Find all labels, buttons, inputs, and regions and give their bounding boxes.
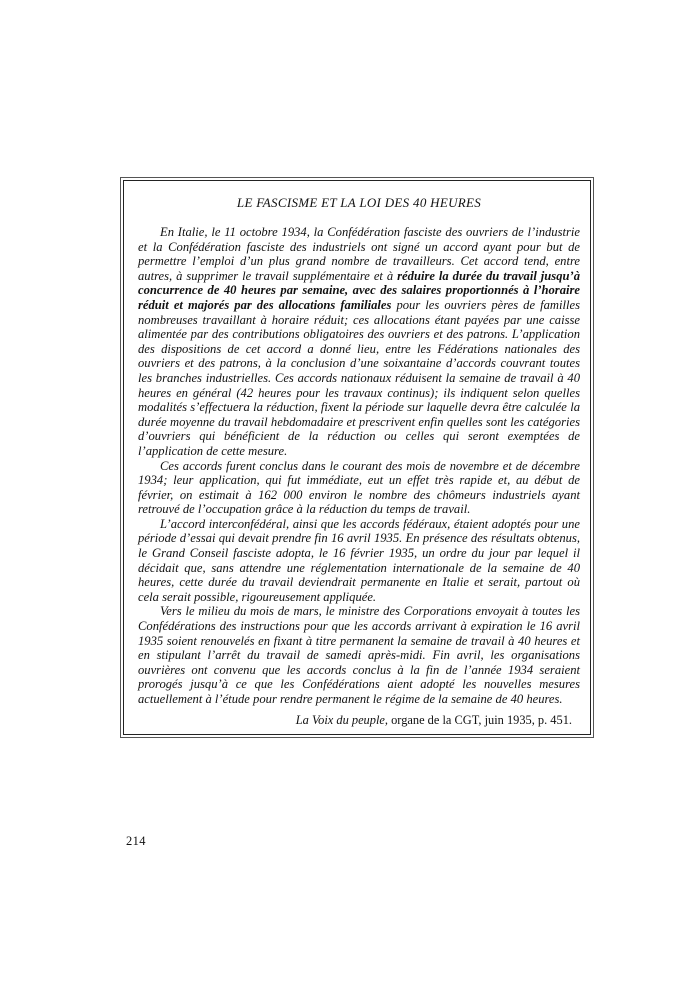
- paragraph-2: Ces accords furent conclus dans le courant des mois de novembre et de décembre 1934; leur application, qui fut immédiate, eut un effet très rapide et, au début de février, on estimait à 162 000 environ le nombre des chômeurs industriels ayant retrouvé de l’occupation grâce à la réduction du temps de travail.: [138, 458, 580, 517]
- source-details: organe de la CGT, juin 1935, p. 451.: [388, 712, 572, 727]
- paragraph-1: [138, 225, 580, 459]
- box-title: LE FASCISME ET LA LOI DES 40 HEURES: [236, 195, 482, 210]
- source-publication: La Voix du peuple,: [295, 712, 388, 727]
- quotation-box: [123, 180, 591, 735]
- paragraph-1-bold-text: réduire la durée du travail jusqu’à concurrence de 40 heures par semaine, avec des salaires proportionnés à l’horaire réduit et majorés par des allocations familiales: [138, 268, 580, 312]
- source-citation: [138, 713, 580, 728]
- box-body: [138, 225, 580, 707]
- paragraph-1-text-a: En Italie, le 11 octobre 1934, la Confédération fasciste des ouvriers de l’industrie et la Confédération fasciste des industriels ont signé un accord ayant pour but de permettre l’emploi d’un plus grand nombre de travailleurs. Cet accord tend, entre autres, à supprimer le travail supplémentaire et à: [138, 225, 580, 283]
- paragraph-4: Vers le milieu du mois de mars, le ministre des Corporations envoyait à toutes les Confédérations des instructions pour que les accords arrivant à expiration le 16 avril 1935 soient renouvelés en fixant à titre permanent la semaine de travail à 40 heures et en stipulant l’arrêt du travail de samedi après-midi. Fin avril, les organisations ouvrières ont convenu que les accords conclus à la fin de l’année 1934 seraient prorogés jusqu’à ce que les Confédérations aient adopté les nouvelles mesures actuellement à l’étude pour rendre permanent le régime de la semaine de 40 heures.: [138, 604, 580, 706]
- page-number: 214: [126, 834, 146, 848]
- paragraph-1-text-b: pour les ouvriers pères de familles nombreuses travaillant à horaire réduit; ces allocations étant payées par une caisse alimentée par des contributions obligatoires des ouvriers et des patrons. L’application des dispositions de cet accord a donné lieu, entre les Fédérations nationales des ouvriers et des patrons, à la conclusion d’une soixantaine d’accords couvrant toutes les branches industrielles. Ces accords nationaux réduisent la semaine de travail à 40 heures en général (42 heures pour les travaux continus); ils indiquent selon quelles modalités s’effectuera la réduction, fixent la période sur laquelle devra être calculée la durée moyenne du travail hebdomadaire et prescrivent enfin quelles sont les catégories d’ouvriers qui bénéficient de la réduction ou celles qui seront exemptées de l’application de cette mesure.: [138, 297, 580, 458]
- paragraph-3: L’accord interconfédéral, ainsi que les accords fédéraux, étaient adoptés pour une période d’essai qui devait prendre fin 16 avril 1935. En présence des résultats obtenus, le Grand Conseil fasciste adopta, le 16 février 1935, un ordre du jour par lequel il décidait que, sans attendre une réglementation internationale de la semaine de 40 heures, cette durée du travail deviendrait permanente en Italie et serait, partout où cela serait possible, rigoureusement appliquée.: [138, 516, 580, 604]
